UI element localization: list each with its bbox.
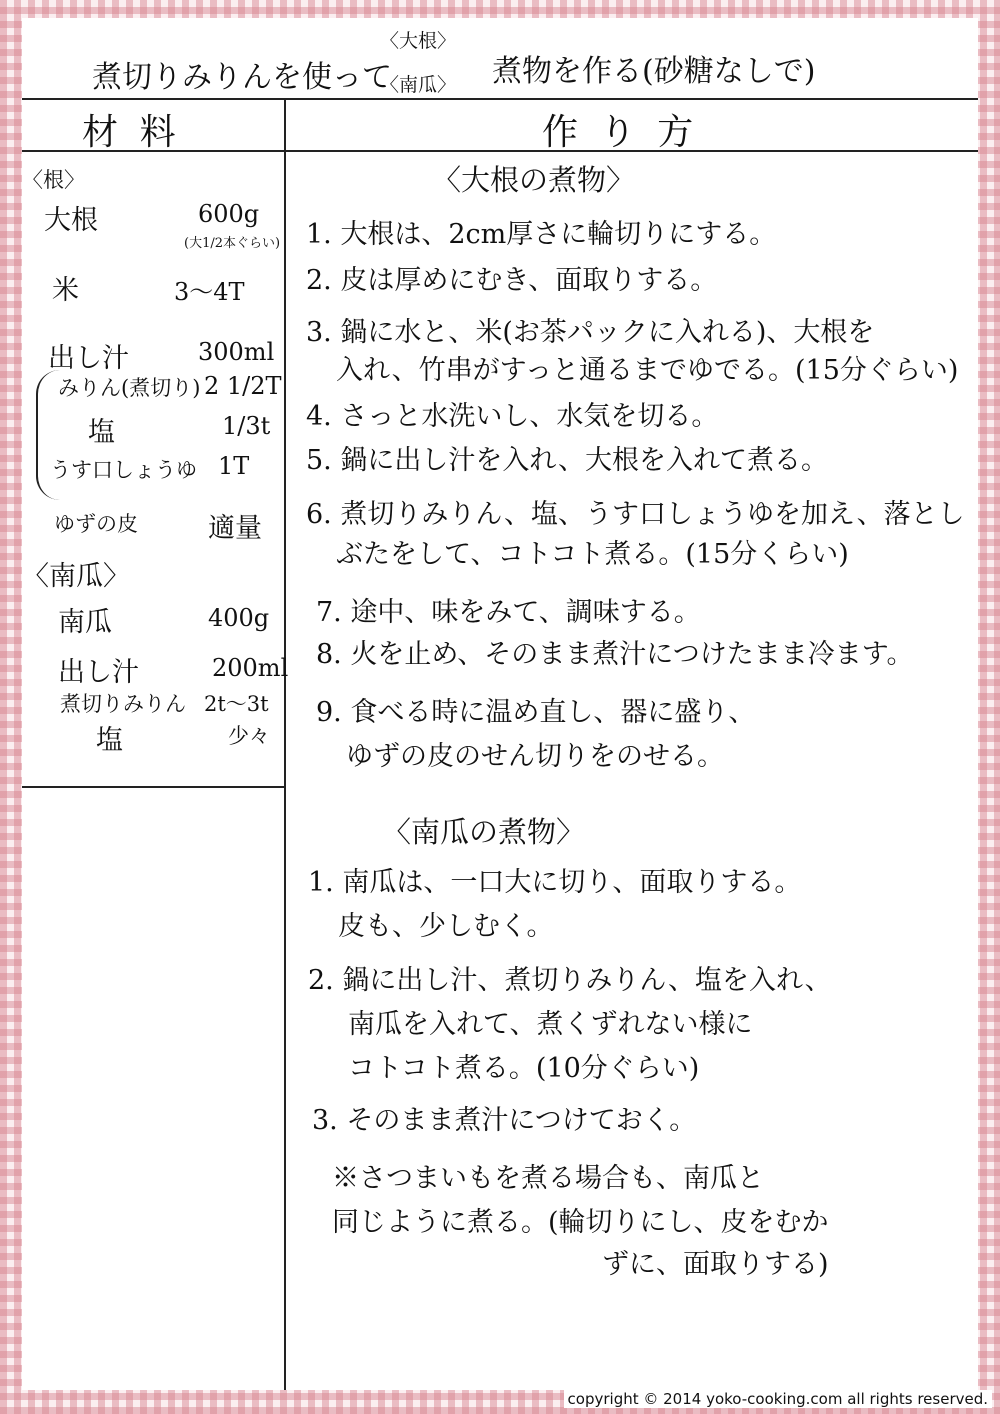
title-nankin: 〈南瓜〉 — [380, 74, 457, 96]
method-step: 南瓜を入れて、煮くずれない様に — [348, 1009, 753, 1040]
ingredient-name: うす口しょうゆ — [50, 458, 197, 482]
method-step: 2. 鍋に出し汁、煮切りみりん、塩を入れ、 — [308, 965, 832, 996]
ingredient-amount: 3〜4T — [174, 278, 245, 306]
method-step: ゆずの皮のせん切りをのせる。 — [346, 741, 724, 772]
method-step: 7. 途中、味をみて、調味する。 — [316, 597, 701, 628]
method-step: 8. 火を止め、そのまま煮汁につけたまま冷ます。 — [316, 639, 914, 670]
column-divider — [284, 98, 286, 1390]
method-step: 6. 煮切りみりん、塩、うす口しょうゆを加え、落とし — [306, 499, 965, 530]
method-step: 1. 大根は、2cm厚さに輪切りにする。 — [306, 219, 777, 250]
ingredient-name: 出し汁 — [58, 657, 139, 688]
ingredients-bottom-rule — [22, 786, 284, 788]
ingredients-daikon-section: 〈根〉 — [22, 168, 85, 192]
method-step: 2. 皮は厚めにむき、面取りする。 — [306, 265, 718, 296]
method-note: ※さつまいもを煮る場合も、南瓜と — [332, 1163, 764, 1194]
method-header: 作り方 — [542, 112, 715, 153]
ingredient-name: みりん(煮切り) — [58, 376, 201, 400]
ingredient-name: 出し汁 — [48, 343, 129, 374]
ingredient-amount: 400g — [208, 604, 270, 632]
ingredient-name: 米 — [52, 275, 79, 306]
method-step: 4. さっと水洗いし、水気を切る。 — [306, 401, 719, 432]
method-note: ずに、面取りする) — [602, 1249, 829, 1280]
ingredient-name: 塩 — [88, 417, 115, 448]
method-step: 3. そのまま煮汁につけておく。 — [312, 1105, 697, 1136]
ingredient-amount: 2 1/2T — [204, 372, 282, 400]
recipe-sheet — [22, 18, 978, 1390]
method-step: 1. 南瓜は、一口大に切り、面取りする。 — [308, 867, 802, 898]
method-step: 3. 鍋に水と、米(お茶パックに入れる)、大根を — [306, 317, 875, 348]
ingredient-name: 塩 — [96, 725, 123, 756]
ingredient-amount: 300ml — [198, 338, 275, 366]
ingredient-name: ゆずの皮 — [54, 512, 138, 536]
title-suffix: 煮物を作る(砂糖なしで) — [492, 54, 816, 89]
ingredient-amount: 1T — [218, 452, 250, 480]
title-divider — [22, 98, 978, 100]
method-step: 入れ、竹串がすっと通るまでゆでる。(15分ぐらい) — [336, 355, 959, 386]
method-step: ぶたをして、コトコト煮る。(15分くらい) — [336, 539, 849, 570]
title-prefix: 煮切りみりんを使って — [92, 60, 392, 95]
method-note: 同じように煮る。(輪切りにし、皮をむか — [332, 1207, 829, 1238]
copyright-notice: copyright © 2014 yoko-cooking.com all rights reserved. — [564, 1390, 992, 1408]
daikon-method-title: 〈大根の煮物〉 — [432, 163, 636, 197]
ingredients-nankin-section: 〈南瓜〉 — [22, 561, 130, 592]
ingredient-name: 煮切りみりん — [60, 692, 186, 716]
ingredient-amount: 600g — [198, 200, 260, 228]
title-daikon: 〈大根〉 — [380, 30, 457, 52]
ingredient-amount: 1/3t — [222, 412, 271, 440]
ingredient-amount: 適量 — [208, 513, 262, 544]
ingredient-amount: 2t〜3t — [204, 692, 269, 716]
method-step: 9. 食べる時に温め直し、器に盛り、 — [316, 697, 756, 728]
ingredient-name: 南瓜 — [58, 607, 112, 638]
method-step: 5. 鍋に出し汁を入れ、大根を入れて煮る。 — [306, 445, 828, 476]
ingredient-note: (大1/2本ぐらい) — [184, 236, 281, 251]
ingredient-name: 大根 — [44, 205, 98, 236]
nankin-method-title: 〈南瓜の煮物〉 — [382, 815, 586, 849]
ingredient-amount: 少々 — [228, 724, 270, 748]
ingredient-amount: 200ml — [212, 654, 289, 682]
method-step: コトコト煮る。(10分ぐらい) — [348, 1053, 700, 1084]
method-step: 皮も、少しむく。 — [338, 911, 554, 942]
ingredients-header: 材料 — [82, 112, 198, 153]
